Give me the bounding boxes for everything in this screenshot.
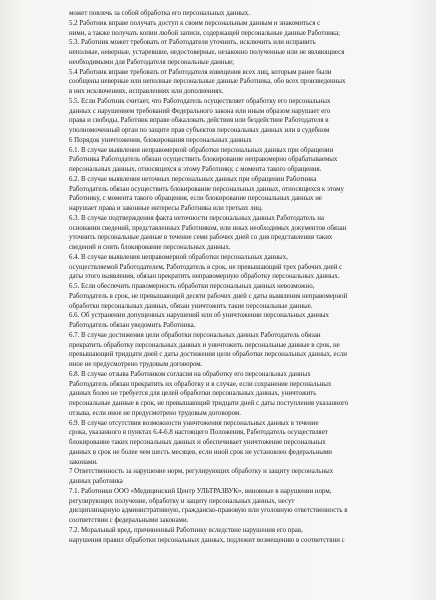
document-line: превышающий тридцати дней с даты достижения цели обработки персональных данных, если [69,351,347,359]
document-line: Работодатель обязан осуществить блокирование персональных данных, относящихся к этому [69,185,344,193]
document-line: 7.2. Моральный вред, причиненный Работнику вследствие нарушения его прав, [69,526,303,534]
document-body [69,9,416,545]
document-line: 6.1. В случае выявления неправомерной обработки персональных данных при обращении [69,146,334,154]
document-line: 7.1. Работники ООО «Медицинский Центр УЛЬТРАЗВУК», виновные в нарушении норм, [69,487,332,495]
document-line: основании сведений, представленных Работником, или иных необходимых документов обязан [69,224,347,232]
document-line: данных с нарушением требований Федерального закона или иным образом нарушает его [69,107,331,115]
document-line: нарушает права и законные интересы Работника или третьих лиц. [69,205,263,212]
document-line: осуществляемой Работодателем, Работодатель в срок, не превышающий трех рабочих дней с [69,263,343,271]
document-line: 6 Порядок уничтожения, блокирования персональных данных [69,136,252,144]
document-line: сообщены неверные или неполные персональные данные Работника, обо всех произведенных [69,78,346,86]
document-line: данных работника [69,478,123,485]
document-line: Работнику, с момента такого обращения, если блокирование персональных данных не [69,195,322,203]
document-line: 6.5. Если обеспечить правомерность обработки персональных данных невозможно, [69,283,315,290]
document-line: необходимыми для Работодателя персональные данные; [69,58,235,66]
document-line: 6.7. В случае достижения цели обработки персональных данных Работодатель обязан [69,331,321,339]
document-line: 6.9. В случае отсутствия возможности уничтожения персональных данных в течение [69,419,319,427]
document-line: обработки персональных данных, обязан уничтожить такие персональные данные. [69,302,313,310]
document-line: уполномоченный орган по защите прав субъектов персональных данных или в судебном [69,127,330,134]
document-line: Работодатель в срок, не превышающий десяти рабочих дней с даты выявления неправомерной [69,292,348,300]
document-line: 5.2 Работник вправе получать доступ к своим персональным данным и знакомиться с [69,19,321,27]
document-line: 5.3. Работник может требовать от Работодателя уточнить, исключить или исправить [69,39,316,47]
document-line: дисциплинарную административную, гражданско-правовую или уголовную ответственность в [69,507,348,515]
document-line: 7 Ответственность за нарушение норм, регулирующих обработку и защиту персональных [69,468,334,476]
document-line: прекратить обработку персональных данных и уничтожить персональные данные в срок, не [69,341,340,349]
document-line: законами. [69,458,98,466]
document-line: 6.4. В случае выявления неправомерной обработки персональных данных, [69,253,288,261]
document-line: уточнить персональные данные в течение семи рабочих дней со дня представления таких [69,234,333,242]
document-line: ними, а также получать копии любой записи, содержащей персональные данные Работника; [69,29,340,37]
document-line: 6.6. Об устранении допущенных нарушений или об уничтожении персональных данных [69,312,329,320]
document-line: 6.2. В случае выявления неточных персональных данных при обращении Работника [69,175,317,183]
document-line: нарушения правил обработки персональных данных, подлежит возмещению в соответствии с [69,536,345,544]
document-line: в них исключениях, исправлениях или дополнениях. [69,88,224,95]
document-line: данных в срок не более чем шесть месяцев, если иной срок не установлен федеральными [69,448,332,456]
document-line: Работодатель обязан уведомить Работника. [69,322,196,329]
document-line: блокирование таких персональных данных и обеспечивает уничтожение персональных [69,439,326,446]
document-line: Работодатель обязан прекратить их обработку и в случае, если сохранение персональных [69,380,332,388]
document-line: срока, указанного в пунктах 6.4-6.8 настоящего Положения, Работодатель осуществляет [69,429,328,437]
document-line: 5.4 Работник вправе требовать от Работодателя извещения всех лиц, которым ранее были [69,68,332,76]
document-line: может повлечь за собой обработка его персональных данных. [69,10,250,17]
document-line: регулирующих получение, обработку и защиту персональных данных, несут [69,497,295,505]
document-line: права и свободы, Работник вправе обжаловать действия или бездействие Работодателя в [69,117,329,125]
document-line: сведений и снять блокирование персональных данных. [69,244,231,251]
document-line: соответствии с федеральными законами. [69,517,189,524]
document-line: неполные, неверные, устаревшие, недостоверные, незаконно полученные или не являющиеся [69,49,345,56]
document-line: персональные данные в срок, не превышающий тридцати дней с даты поступления указанного [69,400,349,407]
document-line: иное не предусмотрено трудовым договором. [69,361,203,368]
document-line: данных более не требуется для целей обработки персональных данных, уничтожить [69,390,317,398]
document-line: 6.8. В случае отзыва Работником согласия на обработку его персональных данных [69,370,311,378]
document-line: даты этого выявления, обязан прекратить неправомерную обработку персональных данных. [69,273,340,281]
document-line: 6.3. В случае подтверждения факта неточности персональных данных Работодатель на [69,214,324,222]
document-line: персональных данных, относящихся к этому Работнику, с момента такого обращения. [69,166,322,173]
document-line: Работника Работодатель обязан осуществить блокирование неправомерно обрабатываемых [69,156,338,164]
document-line: отзыва, если иное не предусмотрено трудовым договором. [69,409,241,417]
document-line: 5.5. Если Работник считает, что Работодатель осуществляет обработку его персональных [69,97,331,105]
